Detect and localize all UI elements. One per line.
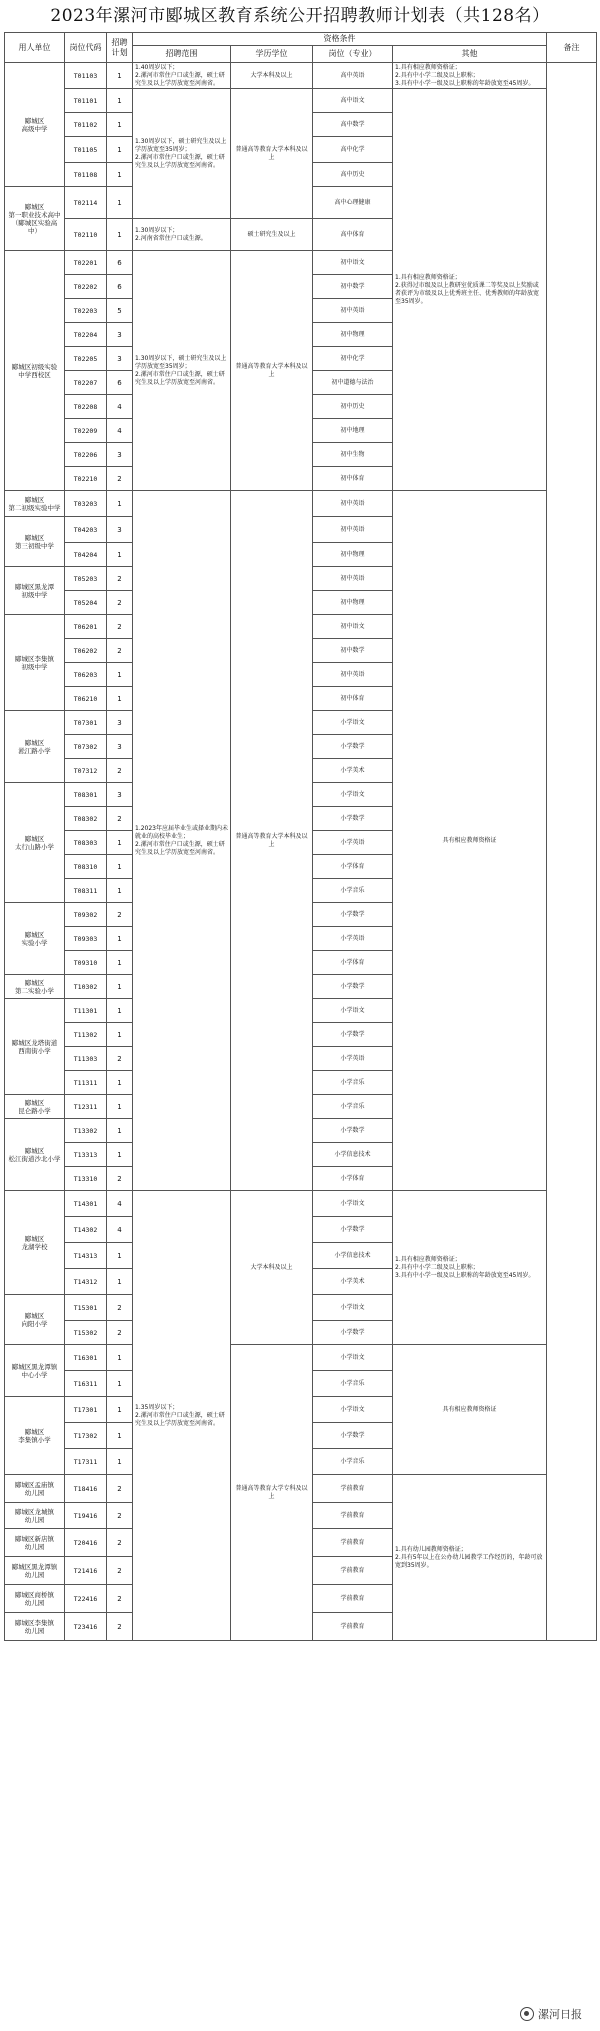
watermark-text: 漯河日报 [538, 2008, 582, 2021]
scope-cell: 1.30周岁以下； 2.河南省常住户口或生源。 [133, 219, 231, 251]
post-code-cell: T09302 [65, 903, 107, 927]
post-code-cell: T07302 [65, 735, 107, 759]
post-code-cell: T08311 [65, 879, 107, 903]
recruit-count-cell: 2 [107, 807, 133, 831]
post-code-cell: T15301 [65, 1295, 107, 1321]
header-scope: 招聘范围 [133, 46, 231, 63]
education-cell: 普通高等教育大学专科及以上 [231, 1345, 313, 1641]
post-code-cell: T13313 [65, 1143, 107, 1167]
post-subject-cell: 初中物理 [313, 591, 393, 615]
recruit-count-cell: 2 [107, 1321, 133, 1345]
post-subject-cell: 小学数学 [313, 1217, 393, 1243]
post-subject-cell: 初中英语 [313, 491, 393, 517]
recruit-count-cell: 1 [107, 187, 133, 219]
post-subject-cell: 小学音乐 [313, 879, 393, 903]
unit-cell: 郾城区 实验小学 [5, 903, 65, 975]
post-subject-cell: 初中历史 [313, 395, 393, 419]
post-subject-cell: 初中物理 [313, 543, 393, 567]
recruit-count-cell: 4 [107, 395, 133, 419]
unit-cell: 郾城区 昆仑路小学 [5, 1095, 65, 1119]
recruit-count-cell: 2 [107, 591, 133, 615]
post-subject-cell: 初中物理 [313, 323, 393, 347]
post-subject-cell: 初中化学 [313, 347, 393, 371]
recruit-count-cell: 6 [107, 251, 133, 275]
recruit-count-cell: 1 [107, 63, 133, 89]
recruit-count-cell: 3 [107, 347, 133, 371]
post-subject-cell: 高中体育 [313, 219, 393, 251]
post-code-cell: T07301 [65, 711, 107, 735]
post-subject-cell: 小学数学 [313, 1321, 393, 1345]
post-subject-cell: 小学数学 [313, 735, 393, 759]
post-code-cell: T02204 [65, 323, 107, 347]
post-subject-cell: 小学语文 [313, 1397, 393, 1423]
post-subject-cell: 初中英语 [313, 663, 393, 687]
post-code-cell: T06202 [65, 639, 107, 663]
recruit-count-cell: 6 [107, 275, 133, 299]
header-qualification: 资格条件 [133, 33, 547, 46]
post-subject-cell: 初中生物 [313, 443, 393, 467]
recruit-count-cell: 2 [107, 1557, 133, 1585]
post-subject-cell: 学前教育 [313, 1585, 393, 1613]
recruit-count-cell: 6 [107, 371, 133, 395]
recruit-count-cell: 4 [107, 419, 133, 443]
post-subject-cell: 小学音乐 [313, 1449, 393, 1475]
recruit-count-cell: 1 [107, 89, 133, 113]
post-subject-cell: 小学音乐 [313, 1071, 393, 1095]
post-code-cell: T16311 [65, 1371, 107, 1397]
post-code-cell: T02201 [65, 251, 107, 275]
post-code-cell: T04204 [65, 543, 107, 567]
recruit-count-cell: 5 [107, 299, 133, 323]
header-unit: 用人单位 [5, 33, 65, 63]
unit-cell: 郾城区 松江街道沙北小学 [5, 1119, 65, 1191]
unit-cell: 郾城区初级实验 中学西校区 [5, 251, 65, 491]
header-remark: 备注 [547, 33, 597, 63]
other-requirement-cell: 1.具有相应教师资格证； 2.具有中小学二级及以上职称； 3.具有中小学一级及以上职称的年龄放宽至45周岁。 [393, 63, 547, 89]
post-code-cell: T19416 [65, 1503, 107, 1529]
scope-cell: 1.35周岁以下； 2.漯河市常住户口或生源，硕士研究生及以上学历放宽至河南省。 [133, 1191, 231, 1641]
post-subject-cell: 小学信息技术 [313, 1143, 393, 1167]
recruit-count-cell: 3 [107, 735, 133, 759]
post-subject-cell: 学前教育 [313, 1613, 393, 1641]
post-subject-cell: 小学数学 [313, 1119, 393, 1143]
post-subject-cell: 初中语文 [313, 251, 393, 275]
recruit-count-cell: 1 [107, 1023, 133, 1047]
recruit-count-cell: 2 [107, 1529, 133, 1557]
post-subject-cell: 初中体育 [313, 467, 393, 491]
header-code: 岗位代码 [65, 33, 107, 63]
post-subject-cell: 高中英语 [313, 63, 393, 89]
post-subject-cell: 小学音乐 [313, 1095, 393, 1119]
post-subject-cell: 初中语文 [313, 615, 393, 639]
recruit-count-cell: 1 [107, 137, 133, 163]
post-subject-cell: 小学数学 [313, 903, 393, 927]
post-code-cell: T13302 [65, 1119, 107, 1143]
post-code-cell: T12311 [65, 1095, 107, 1119]
recruit-count-cell: 1 [107, 687, 133, 711]
post-code-cell: T14312 [65, 1269, 107, 1295]
recruitment-plan-table [4, 32, 597, 1641]
post-subject-cell: 初中数学 [313, 275, 393, 299]
post-code-cell: T08310 [65, 855, 107, 879]
post-subject-cell: 初中英语 [313, 299, 393, 323]
recruit-count-cell: 2 [107, 1047, 133, 1071]
unit-cell: 郾城区李集镇 初级中学 [5, 615, 65, 711]
unit-cell: 郾城区李集镇 幼儿园 [5, 1613, 65, 1641]
post-subject-cell: 小学数学 [313, 1423, 393, 1449]
recruit-count-cell: 3 [107, 711, 133, 735]
scope-cell: 1.30周岁以下，硕士研究生及以上学历放宽至35周岁； 2.漯河市常住户口或生源，硕士研究生及以上学历放宽至河南省。 [133, 89, 231, 219]
unit-cell: 郾城区龙城镇 幼儿园 [5, 1503, 65, 1529]
post-code-cell: T16301 [65, 1345, 107, 1371]
other-requirement-cell: 1.具有幼儿园教师资格证； 2.具有5年以上在公办幼儿园教学工作经历的，年龄可放宽到35周岁。 [393, 1475, 547, 1641]
post-subject-cell: 高中历史 [313, 163, 393, 187]
recruit-count-cell: 1 [107, 1371, 133, 1397]
header-post: 岗位（专业） [313, 46, 393, 63]
post-subject-cell: 小学语文 [313, 1295, 393, 1321]
post-code-cell: T02210 [65, 467, 107, 491]
post-code-cell: T01108 [65, 163, 107, 187]
post-code-cell: T18416 [65, 1475, 107, 1503]
post-code-cell: T05204 [65, 591, 107, 615]
post-subject-cell: 小学数学 [313, 1023, 393, 1047]
recruit-count-cell: 2 [107, 639, 133, 663]
post-subject-cell: 学前教育 [313, 1557, 393, 1585]
recruit-count-cell: 2 [107, 759, 133, 783]
recruit-count-cell: 1 [107, 1119, 133, 1143]
unit-cell: 郾城区 淞江路小学 [5, 711, 65, 783]
post-code-cell: T14302 [65, 1217, 107, 1243]
post-subject-cell: 小学体育 [313, 1167, 393, 1191]
scope-cell: 1.40周岁以下； 2.漯河市常住户口或生源，硕士研究生及以上学历放宽至河南省。 [133, 63, 231, 89]
page-title: 2023年漯河市郾城区教育系统公开招聘教师计划表（共128名） [50, 6, 550, 26]
unit-cell: 郾城区新店镇 幼儿园 [5, 1529, 65, 1557]
unit-cell: 郾城区孟庙镇 幼儿园 [5, 1475, 65, 1503]
post-code-cell: T01102 [65, 113, 107, 137]
post-code-cell: T01101 [65, 89, 107, 113]
recruit-count-cell: 2 [107, 1475, 133, 1503]
post-code-cell: T07312 [65, 759, 107, 783]
recruit-count-cell: 2 [107, 1167, 133, 1191]
recruit-count-cell: 1 [107, 491, 133, 517]
unit-cell: 郾城区 太行山路小学 [5, 783, 65, 903]
table-body [5, 63, 597, 1641]
post-subject-cell: 小学数学 [313, 807, 393, 831]
post-subject-cell: 学前教育 [313, 1503, 393, 1529]
post-code-cell: T10302 [65, 975, 107, 999]
header-count: 招聘计划 [107, 33, 133, 63]
post-subject-cell: 小学数学 [313, 975, 393, 999]
post-code-cell: T02202 [65, 275, 107, 299]
unit-cell: 郾城区黑龙潭镇 幼儿园 [5, 1557, 65, 1585]
recruit-count-cell: 3 [107, 323, 133, 347]
newspaper-watermark [516, 2005, 586, 2023]
recruit-count-cell: 1 [107, 855, 133, 879]
recruit-count-cell: 1 [107, 951, 133, 975]
education-cell: 大学本科及以上 [231, 63, 313, 89]
post-subject-cell: 小学语文 [313, 783, 393, 807]
other-requirement-cell: 具有相应教师资格证 [393, 1345, 547, 1475]
unit-cell: 郾城区黑龙潭镇 中心小学 [5, 1345, 65, 1397]
unit-cell: 郾城区 第二初级实验中学 [5, 491, 65, 517]
recruit-count-cell: 3 [107, 443, 133, 467]
recruit-count-cell: 2 [107, 1613, 133, 1641]
unit-cell: 郾城区 龙湖学校 [5, 1191, 65, 1295]
recruit-count-cell: 1 [107, 1269, 133, 1295]
post-code-cell: T08301 [65, 783, 107, 807]
recruit-count-cell: 2 [107, 903, 133, 927]
post-subject-cell: 高中数学 [313, 113, 393, 137]
post-code-cell: T17311 [65, 1449, 107, 1475]
post-subject-cell: 学前教育 [313, 1475, 393, 1503]
recruit-count-cell: 1 [107, 1071, 133, 1095]
post-subject-cell: 小学体育 [313, 951, 393, 975]
post-code-cell: T21416 [65, 1557, 107, 1585]
post-code-cell: T02203 [65, 299, 107, 323]
post-subject-cell: 初中数学 [313, 639, 393, 663]
post-subject-cell: 小学语文 [313, 999, 393, 1023]
post-subject-cell: 小学信息技术 [313, 1243, 393, 1269]
unit-cell: 郾城区 高级中学 [5, 63, 65, 187]
post-code-cell: T02208 [65, 395, 107, 419]
recruit-count-cell: 1 [107, 219, 133, 251]
post-code-cell: T01105 [65, 137, 107, 163]
other-requirement-cell: 1.具有相应教师资格证； 2.具有中小学二级及以上职称； 3.具有中小学一级及以上职称的年龄放宽至45周岁。 [393, 1191, 547, 1345]
post-subject-cell: 小学语文 [313, 1345, 393, 1371]
recruit-count-cell: 1 [107, 663, 133, 687]
unit-cell: 郾城区 第一职业技术高中 （郾城区实验高中） [5, 187, 65, 251]
recruit-count-cell: 1 [107, 1397, 133, 1423]
unit-cell: 郾城区龙塔街道 西南街小学 [5, 999, 65, 1095]
post-code-cell: T06203 [65, 663, 107, 687]
post-code-cell: T15302 [65, 1321, 107, 1345]
post-code-cell: T11303 [65, 1047, 107, 1071]
post-subject-cell: 初中英语 [313, 567, 393, 591]
post-code-cell: T06201 [65, 615, 107, 639]
remark-cell [547, 63, 597, 1641]
post-code-cell: T04203 [65, 517, 107, 543]
post-subject-cell: 小学英语 [313, 927, 393, 951]
post-subject-cell: 学前教育 [313, 1529, 393, 1557]
recruit-count-cell: 1 [107, 975, 133, 999]
education-cell: 普通高等教育大学本科及以上 [231, 251, 313, 491]
recruit-count-cell: 1 [107, 927, 133, 951]
recruit-count-cell: 2 [107, 567, 133, 591]
post-code-cell: T17302 [65, 1423, 107, 1449]
recruit-count-cell: 1 [107, 879, 133, 903]
post-code-cell: T02114 [65, 187, 107, 219]
recruit-count-cell: 3 [107, 517, 133, 543]
post-subject-cell: 初中体育 [313, 687, 393, 711]
recruit-count-cell: 2 [107, 1503, 133, 1529]
post-code-cell: T02207 [65, 371, 107, 395]
post-code-cell: T05203 [65, 567, 107, 591]
table-row [5, 1345, 597, 1371]
education-cell: 大学本科及以上 [231, 1191, 313, 1345]
post-code-cell: T22416 [65, 1585, 107, 1613]
recruit-count-cell: 1 [107, 543, 133, 567]
post-subject-cell: 小学美术 [313, 759, 393, 783]
post-subject-cell: 小学语文 [313, 711, 393, 735]
recruit-count-cell: 1 [107, 163, 133, 187]
post-code-cell: T11302 [65, 1023, 107, 1047]
post-subject-cell: 小学体育 [313, 855, 393, 879]
wechat-logo-icon [520, 2007, 534, 2021]
post-code-cell: T09303 [65, 927, 107, 951]
post-subject-cell: 初中地理 [313, 419, 393, 443]
recruit-count-cell: 2 [107, 1295, 133, 1321]
post-code-cell: T02209 [65, 419, 107, 443]
recruit-count-cell: 1 [107, 1423, 133, 1449]
post-code-cell: T20416 [65, 1529, 107, 1557]
post-code-cell: T09310 [65, 951, 107, 975]
post-subject-cell: 高中化学 [313, 137, 393, 163]
post-subject-cell: 初中英语 [313, 517, 393, 543]
post-code-cell: T02110 [65, 219, 107, 251]
post-code-cell: T06210 [65, 687, 107, 711]
post-subject-cell: 初中道德与法治 [313, 371, 393, 395]
post-code-cell: T13310 [65, 1167, 107, 1191]
header-education: 学历学位 [231, 46, 313, 63]
recruit-count-cell: 4 [107, 1217, 133, 1243]
table-row [5, 1191, 597, 1217]
table-row [5, 63, 597, 89]
post-code-cell: T08303 [65, 831, 107, 855]
post-code-cell: T02205 [65, 347, 107, 371]
post-code-cell: T14301 [65, 1191, 107, 1217]
other-requirement-cell: 具有相应教师资格证 [393, 491, 547, 1191]
recruit-count-cell: 1 [107, 1345, 133, 1371]
post-code-cell: T17301 [65, 1397, 107, 1423]
unit-cell: 郾城区 李集镇小学 [5, 1397, 65, 1475]
recruit-count-cell: 2 [107, 615, 133, 639]
other-requirement-cell: 1.具有相应教师资格证； 2.获得过市级及以上教研室优质课二等奖及以上奖励或者获评为市级及以上优秀班主任、优秀教师的年龄放宽至35周岁。 [393, 89, 547, 491]
post-code-cell: T23416 [65, 1613, 107, 1641]
post-code-cell: T14313 [65, 1243, 107, 1269]
unit-cell: 郾城区 第三初级中学 [5, 517, 65, 567]
unit-cell: 郾城区商桥镇 幼儿园 [5, 1585, 65, 1613]
post-subject-cell: 小学语文 [313, 1191, 393, 1217]
table-row [5, 491, 597, 517]
recruit-count-cell: 3 [107, 783, 133, 807]
post-code-cell: T02206 [65, 443, 107, 467]
education-cell: 普通高等教育大学本科及以上 [231, 491, 313, 1191]
recruit-count-cell: 2 [107, 467, 133, 491]
recruit-count-cell: 1 [107, 1143, 133, 1167]
recruit-count-cell: 1 [107, 1243, 133, 1269]
recruit-count-cell: 4 [107, 1191, 133, 1217]
recruit-count-cell: 1 [107, 999, 133, 1023]
recruit-count-cell: 2 [107, 1585, 133, 1613]
recruit-count-cell: 1 [107, 113, 133, 137]
post-subject-cell: 小学美术 [313, 1269, 393, 1295]
post-code-cell: T08302 [65, 807, 107, 831]
unit-cell: 郾城区黑龙潭 初级中学 [5, 567, 65, 615]
unit-cell: 郾城区 向阳小学 [5, 1295, 65, 1345]
recruit-count-cell: 1 [107, 1095, 133, 1119]
post-subject-cell: 小学英语 [313, 831, 393, 855]
education-cell: 普通高等教育大学本科及以上 [231, 89, 313, 219]
scope-cell: 1.2023年应届毕业生或择业期内未就业的高校毕业生； 2.漯河市常住户口或生源，硕士研究生及以上学历放宽至河南省。 [133, 491, 231, 1191]
post-subject-cell: 高中语文 [313, 89, 393, 113]
post-subject-cell: 小学音乐 [313, 1371, 393, 1397]
scope-cell: 1.30周岁以下，硕士研究生及以上学历放宽至35周岁； 2.漯河市常住户口或生源，硕士研究生及以上学历放宽至河南省。 [133, 251, 231, 491]
post-code-cell: T03203 [65, 491, 107, 517]
table-row [5, 89, 597, 113]
education-cell: 硕士研究生及以上 [231, 219, 313, 251]
post-subject-cell: 高中心理健康 [313, 187, 393, 219]
post-code-cell: T01103 [65, 63, 107, 89]
post-code-cell: T11311 [65, 1071, 107, 1095]
post-subject-cell: 小学英语 [313, 1047, 393, 1071]
post-code-cell: T11301 [65, 999, 107, 1023]
recruit-count-cell: 1 [107, 831, 133, 855]
recruit-count-cell: 1 [107, 1449, 133, 1475]
unit-cell: 郾城区 第二实验小学 [5, 975, 65, 999]
header-other: 其他 [393, 46, 547, 63]
